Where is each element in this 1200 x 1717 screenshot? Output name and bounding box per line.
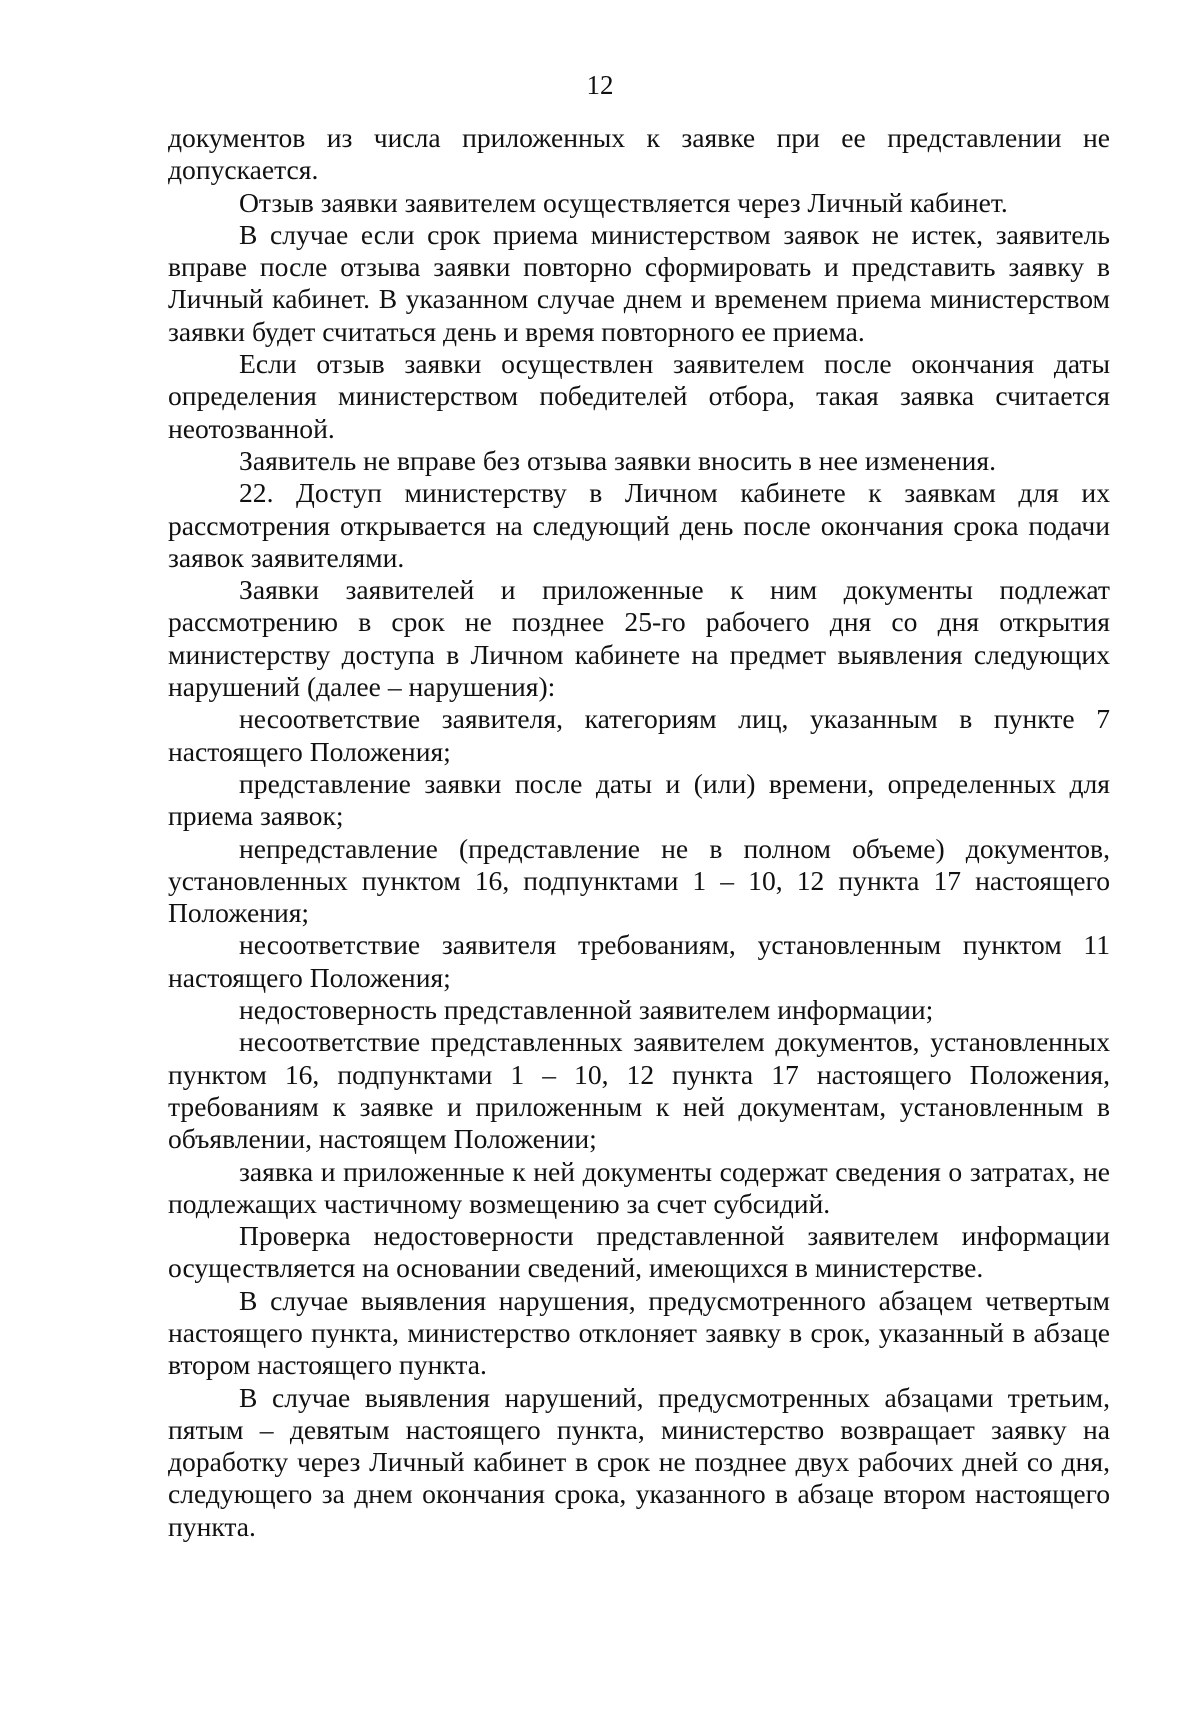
list-item: несоответствие заявителя требованиям, установленным пунктом 11 настоящего Положения;	[168, 929, 1110, 993]
list-item: непредставление (представление не в полном объеме) документов, установленных пунктом 16, подпунктами 1 – 10, 12 пункта 17 настоящего Положения;	[168, 832, 1110, 929]
document-body	[168, 122, 1110, 1543]
list-item: несоответствие заявителя, категориям лиц, указанным в пункте 7 настоящего Положения;	[168, 703, 1110, 767]
paragraph-item-22: 22. Доступ министерству в Личном кабинете к заявкам для их рассмотрения открывается на следующий день после окончания срока подачи заявок заявителями.	[168, 477, 1110, 573]
list-item: недостоверность представленной заявителем информации;	[239, 994, 934, 1026]
paragraph: В случае если срок приема министерством заявок не истек, заявитель вправе после отзыва заявки повторно сформировать и представить заявку в Личный кабинет. В указанном случае днем и временем приема министерством заявки будет считаться день и время повторного ее приема.	[168, 218, 1110, 347]
paragraph: Отзыв заявки заявителем осуществляется через Личный кабинет.	[239, 186, 1008, 218]
list-item: заявка и приложенные к ней документы содержат сведения о затратах, не подлежащих частичному возмещению за счет субсидий.	[168, 1155, 1110, 1219]
paragraph: Если отзыв заявки осуществлен заявителем после окончания даты определения министерством победителей отбора, такая заявка считается неотозванной.	[168, 348, 1110, 444]
paragraph: Заявки заявителей и приложенные к ним документы подлежат рассмотрению в срок не позднее 25-го рабочего дня со дня открытия министерству доступа в Личном кабинете на предмет выявления следующих нарушений (далее – нарушения):	[168, 574, 1110, 703]
paragraph-continuation: документов из числа приложенных к заявке при ее представлении не допускается.	[168, 122, 1110, 186]
list-item: несоответствие представленных заявителем документов, установленных пунктом 16, подпунктами 1 – 10, 12 пункта 17 настоящего Положения, требованиям к заявке и приложенным к ней документам, установленным в объявлении, настоящем Положении;	[168, 1026, 1110, 1155]
paragraph: Заявитель не вправе без отзыва заявки вносить в нее изменения.	[239, 444, 997, 476]
paragraph: В случае выявления нарушения, предусмотренного абзацем четвертым настоящего пункта, министерство отклоняет заявку в срок, указанный в абзаце втором настоящего пункта.	[168, 1284, 1110, 1381]
paragraph: Проверка недостоверности представленной заявителем информации осуществляется на основании сведений, имеющихся в министерстве.	[168, 1220, 1110, 1284]
paragraph: В случае выявления нарушений, предусмотренных абзацами третьим, пятым – девятым настоящего пункта, министерство возвращает заявку на доработку через Личный кабинет в срок не позднее двух рабочих дней со дня, следующего за днем окончания срока, указанного в абзаце втором настоящего пункта.	[168, 1381, 1110, 1542]
page-number: 12	[586, 70, 614, 100]
list-item: представление заявки после даты и (или) времени, определенных для приема заявок;	[168, 767, 1110, 832]
